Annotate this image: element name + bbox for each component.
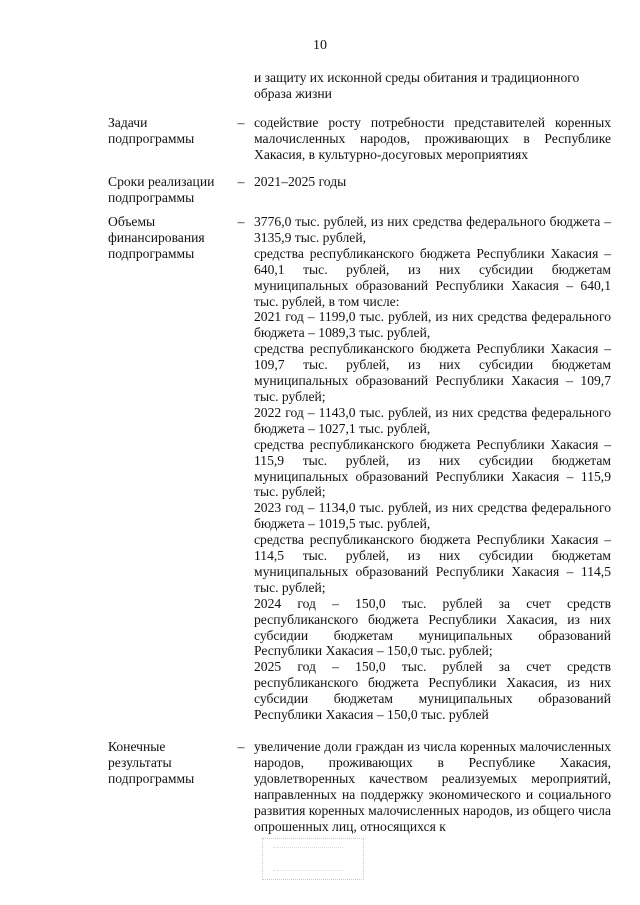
tasks-paragraph: содействие росту потребности представителей коренных малочисленных народов, проживающих в Республике Хакасия, в культурно-досуговых мероприятиях xyxy=(254,115,611,162)
funding-paragraph-10: 2025 год – 150,0 тыс. рублей за счет средств республиканского бюджета Республики Хакасия, из них субсидии бюджетам муниципальных образований Республики Хакасия – 150,0 тыс. рублей xyxy=(254,659,611,723)
terms-dash: – xyxy=(237,174,245,189)
tasks-text xyxy=(254,115,611,163)
page-number: 10 xyxy=(313,38,327,53)
terms-label: Сроки реализации подпрограммы xyxy=(108,174,215,205)
results-label: Конечные результаты подпрограммы xyxy=(108,739,195,786)
funding-paragraph-7: 2023 год – 1134,0 тыс. рублей, из них средства федерального бюджета – 1019,5 тыс. рублей, xyxy=(254,500,611,532)
funding-paragraph-4: средства республиканского бюджета Республики Хакасия – 109,7 тыс. рублей, из них субсидии бюджетам муниципальных образований Республики Хакасия – 109,7 тыс. рублей; xyxy=(254,341,611,404)
intro-line-1: и защиту их исконной среды обитания и традиционного xyxy=(254,70,580,85)
funding-text xyxy=(254,214,611,723)
results-text xyxy=(254,739,611,834)
intro-line-2: образа жизни xyxy=(254,85,332,101)
results-dash: – xyxy=(237,739,245,754)
tasks-dash: – xyxy=(237,115,245,130)
funding-paragraph-2: средства республиканского бюджета Республики Хакасия – 640,1 тыс. рублей, из них субсидии бюджетам муниципальных образований Республики Хакасия – 640,1 тыс. рублей, в том числе: xyxy=(254,245,611,309)
terms-text xyxy=(254,174,611,190)
funding-paragraph-8: средства республиканского бюджета Республики Хакасия – 114,5 тыс. рублей, из них субсидии бюджетам муниципальных образований Республики Хакасия – 114,5 тыс. рублей; xyxy=(254,532,611,595)
funding-label: Объемы финансирования подпрограммы xyxy=(108,214,205,261)
intro-text xyxy=(254,70,614,102)
funding-paragraph-5: 2022 год – 1143,0 тыс. рублей, из них средства федерального бюджета – 1027,1 тыс. рублей, xyxy=(254,404,611,436)
faint-stamp-mark xyxy=(262,838,364,880)
funding-paragraph-3: 2021 год – 1199,0 тыс. рублей, из них средства федерального бюджета – 1089,3 тыс. рублей, xyxy=(254,309,611,341)
funding-paragraph-1: 3776,0 тыс. рублей, из них средства федерального бюджета – 3135,9 тыс. рублей, xyxy=(254,214,611,245)
results-paragraph: увеличение доли граждан из числа коренных малочисленных народов, проживающих в Республике Хакасия, удовлетворенных качеством реализуемых мероприятий, направленных на поддержку экономического и социального развития коренных малочисленных народов, из общего числа опрошенных лиц, относящихся к xyxy=(254,739,612,834)
funding-paragraph-6: средства республиканского бюджета Республики Хакасия – 115,9 тыс. рублей, из них субсидии бюджетам муниципальных образований Республики Хакасия – 115,9 тыс. рублей; xyxy=(254,436,611,500)
funding-paragraph-9: 2024 год – 150,0 тыс. рублей за счет средств республиканского бюджета Республики Хакасия, из них субсидии бюджетам муниципальных образований Республики Хакасия – 150,0 тыс. рублей; xyxy=(254,595,611,659)
funding-dash: – xyxy=(237,214,245,229)
tasks-label: Задачи подпрограммы xyxy=(108,115,195,146)
terms-paragraph: 2021–2025 годы xyxy=(254,174,347,189)
